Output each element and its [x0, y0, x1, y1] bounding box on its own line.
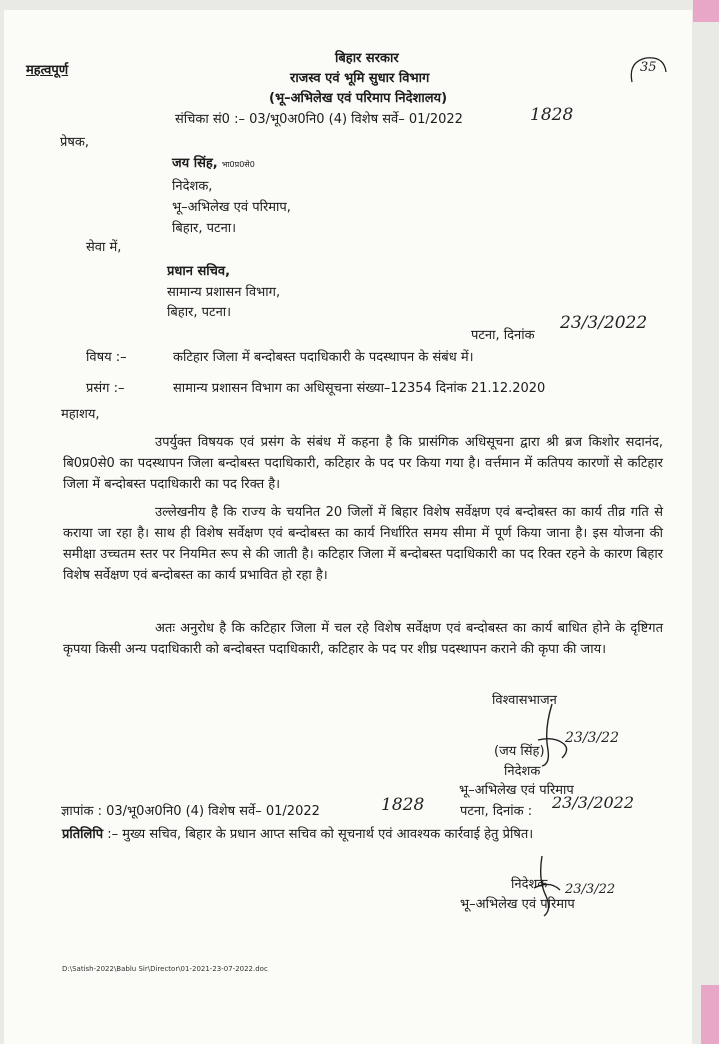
copy-block: [62, 824, 662, 845]
file-number-handwritten: 1828: [530, 105, 574, 125]
footer-office: भू–अभिलेख एवं परिमाप: [460, 897, 575, 912]
recipient-designation: प्रधान सचिव,: [167, 264, 231, 279]
signatory-office: भू–अभिलेख एवं परिमाप: [459, 783, 574, 798]
signatory-designation: निदेशक: [504, 764, 541, 779]
subject-text: कटिहार जिला में बन्दोबस्त पदाधिकारी के पदस्थापन के संबंध में।: [173, 350, 474, 365]
sender-address: बिहार, पटना।: [172, 221, 237, 236]
directorate-title: (भू–अभिलेख एवं परिमाप निदेशालय): [269, 91, 448, 106]
body-paragraph-2-text: उल्लेखनीय है कि राज्य के चयनित 20 जिलों में बिहार विशेष सर्वेक्षण एवं बन्दोबस्त का कार्य तीव्र गति से कराया जा रहा है। साथ ही विशेष सर्वेक्षण एवं बन्दोबस्त का कार्य निर्धारित समय सीमा में पूर्ण किया जाना है। इस योजना की समीक्षा उच्चतम स्तर पर नियमित रूप से की जाती है। कटिहार जिला में बन्दोबस्त पदाधिकारी का पद रिक्त रहने के कारण बिहार विशेष सर्वेक्षण एवं बन्दोबस्त का कार्य प्रभावित हो रहा है।: [63, 505, 663, 583]
body-paragraph-3: [63, 618, 663, 660]
body-paragraph-1-text: उपर्युक्त विषयक एवं प्रसंग के संबंध में कहना है कि प्रासंगिक अधिसूचना द्वारा श्री ब्रज किशोर सदानंद, बि0प्र0से0 का पदस्थापन जिला बन्दोबस्त पदाधिकारी, कटिहार के पद पर किया गया है। वर्त्तमान में कतिपय कारणों से कटिहार जिला में बन्दोबस्त पदाधिकारी का पद रिक्त है।: [63, 435, 663, 492]
salutation: महाशय,: [61, 407, 100, 422]
closing: विश्वासभाजन: [492, 693, 557, 708]
sender-label: प्रेषक,: [60, 135, 90, 150]
file-path: D:\Satish-2022\Bablu Sir\Director\01-2021-23-07-2022.doc: [62, 965, 268, 973]
memo-number: ज्ञापांक : 03/भू0अ0नि0 (4) विशेष सर्वे– 01/2022: [61, 804, 320, 819]
file-number: संचिका सं0 :– 03/भू0अ0नि0 (4) विशेष सर्वे– 01/2022: [175, 112, 463, 127]
copy-text: :– मुख्य सचिव, बिहार के प्रधान आप्त सचिव को सूचनार्थ एवं आवश्यक कार्रवाई हेतु प्रेषित।: [107, 827, 534, 842]
sender-designation: निदेशक,: [172, 179, 213, 194]
date-handwritten: 23/3/2022: [560, 313, 648, 333]
memo-date-handwritten: 23/3/2022: [552, 793, 635, 812]
body-paragraph-1: [63, 432, 663, 495]
body-paragraph-2: [63, 502, 663, 586]
recipient-department: सामान्य प्रशासन विभाग,: [167, 285, 281, 300]
memo-number-handwritten: 1828: [381, 795, 425, 815]
reference-label: प्रसंग :–: [86, 381, 125, 396]
copy-paragraph: [62, 824, 662, 845]
government-title: बिहार सरकार: [335, 51, 399, 66]
subject-label: विषय :–: [86, 350, 127, 365]
letter-page: [4, 10, 692, 1044]
footer-signature-date: 23/3/22: [565, 882, 616, 897]
signatory-name: (जय सिंह): [494, 744, 545, 759]
sender-service: भा0प्र0से0: [221, 160, 255, 169]
recipient-address: बिहार, पटना।: [167, 305, 232, 320]
pink-tab-bottom: [701, 985, 719, 1044]
department-title: राजस्व एवं भूमि सुधार विभाग: [290, 71, 430, 86]
memo-date-label: पटना, दिनांक :: [460, 804, 533, 819]
sender-name-text: जय सिंह,: [172, 156, 218, 171]
footer-designation: निदेशक: [511, 877, 548, 892]
important-label: महत्वपूर्ण: [26, 63, 69, 78]
signature-date: 23/3/22: [565, 730, 619, 746]
date-label: पटना, दिनांक: [471, 328, 535, 343]
sender-name: [172, 155, 255, 174]
recipient-label: सेवा में,: [86, 240, 122, 255]
sender-office: भू–अभिलेख एवं परिमाप,: [172, 200, 291, 215]
copy-label: प्रतिलिपि: [62, 827, 104, 842]
reference-text: सामान्य प्रशासन विभाग का अधिसूचना संख्या–12354 दिनांक 21.12.2020: [173, 381, 546, 396]
body-paragraph-3-text: अतः अनुरोध है कि कटिहार जिला में चल रहे विशेष सर्वेक्षण एवं बन्दोबस्त का कार्य बाधित होने के दृष्टिगत कृपया किसी अन्य पदाधिकारी को बन्दोबस्त पदाधिकारी, कटिहार के पद पर शीघ्र पदस्थापन कराने की कृपा की जाय।: [63, 621, 663, 657]
pink-tab-top: [693, 0, 719, 22]
page-mark-number: 35: [640, 60, 657, 75]
